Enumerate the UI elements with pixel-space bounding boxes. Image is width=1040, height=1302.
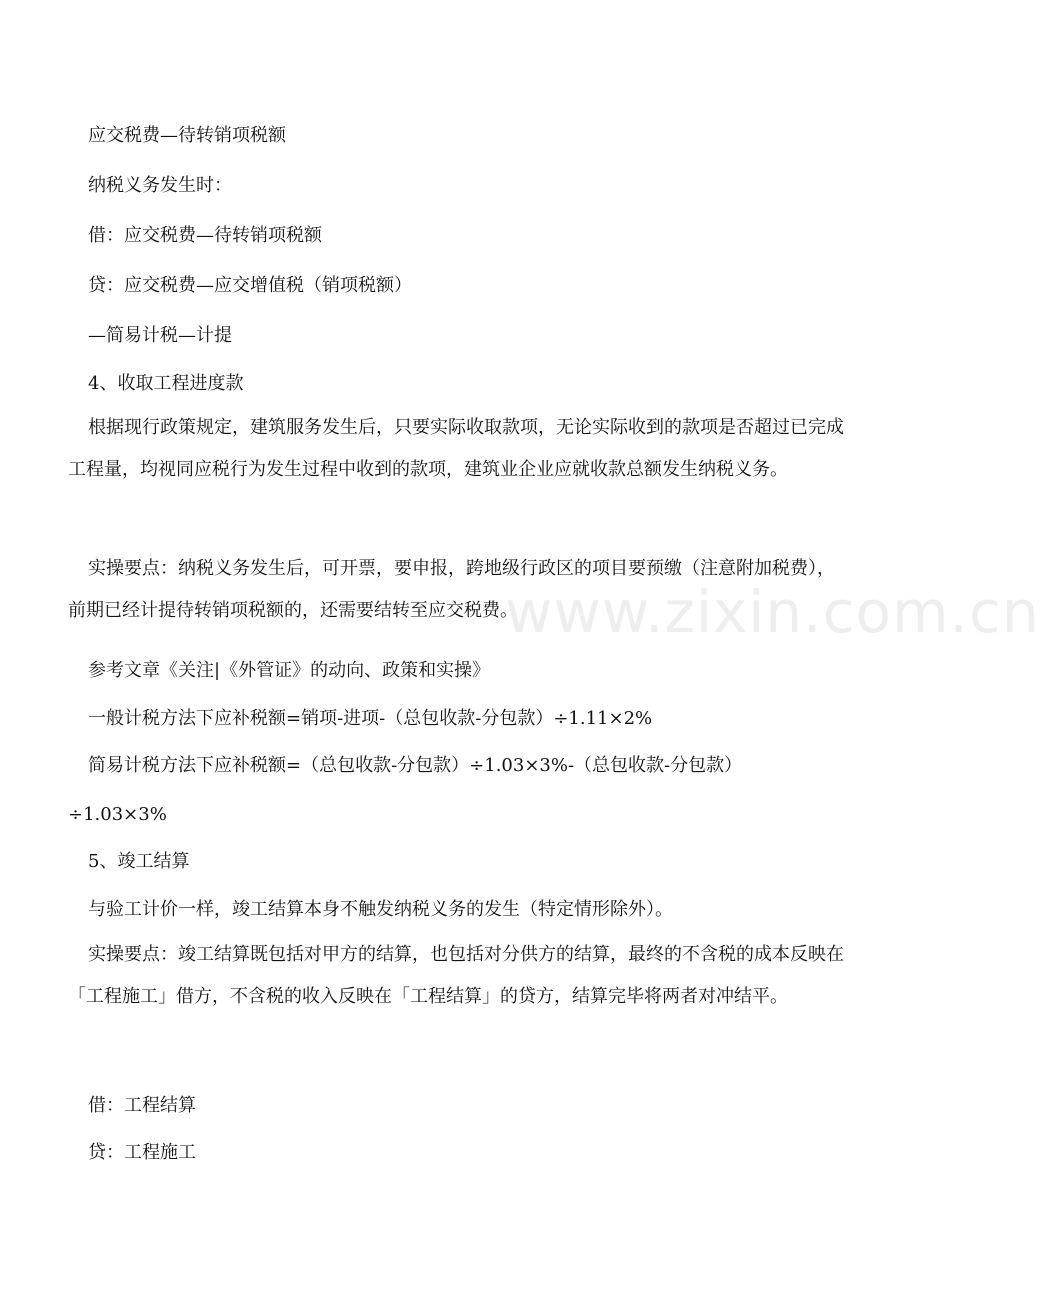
section-heading: 5、竣工结算 xyxy=(88,851,190,872)
text-line: —简易计税—计提 xyxy=(88,325,232,346)
text-line: 贷：工程施工 xyxy=(88,1142,196,1163)
formula-line: 简易计税方法下应补税额=（总包收款-分包款）÷1.03×3%-（总包收款-分包款） xyxy=(88,755,743,776)
formula-line: 一般计税方法下应补税额=销项-进项-（总包收款-分包款）÷1.11×2% xyxy=(88,708,653,729)
text-line: 借：应交税费—待转销项税额 xyxy=(88,225,322,246)
paragraph: 实操要点：竣工结算既包括对甲方的结算，也包括对分供方的结算，最终的不含税的成本反映在「工程施工」借方，不含税的收入反映在「工程结算」的贷方，结算完毕将两者对冲结平。 xyxy=(68,944,844,1007)
watermark: www.zixin.com.cn xyxy=(505,578,1040,646)
text-line: 贷：应交税费—应交增值税（销项税额） xyxy=(88,275,412,296)
formula-line-continuation: ÷1.03×3% xyxy=(68,804,167,825)
text-line: 纳税义务发生时： xyxy=(88,175,232,196)
reference-article-line: 参考文章《关注|《外管证》的动向、政策和实操》 xyxy=(88,660,491,681)
text-line: 与验工计价一样，竣工结算本身不触发纳税义务的发生（特定情形除外）。 xyxy=(88,899,673,920)
text-line: 借：工程结算 xyxy=(88,1095,196,1116)
section-heading: 4、收取工程进度款 xyxy=(88,373,244,394)
paragraph: 实操要点：纳税义务发生后，可开票，要申报，跨地级行政区的项目要预缴（注意附加税费），前期已经计提待转销项税额的，还需要结转至应交税费。 xyxy=(68,558,835,621)
paragraph: 根据现行政策规定，建筑服务发生后，只要实际收取款项，无论实际收到的款项是否超过已完成工程量，均视同应税行为发生过程中收到的款项，建筑业企业应就收款总额发生纳税义务。 xyxy=(68,417,844,480)
text-line: 应交税费—待转销项税额 xyxy=(88,125,286,146)
